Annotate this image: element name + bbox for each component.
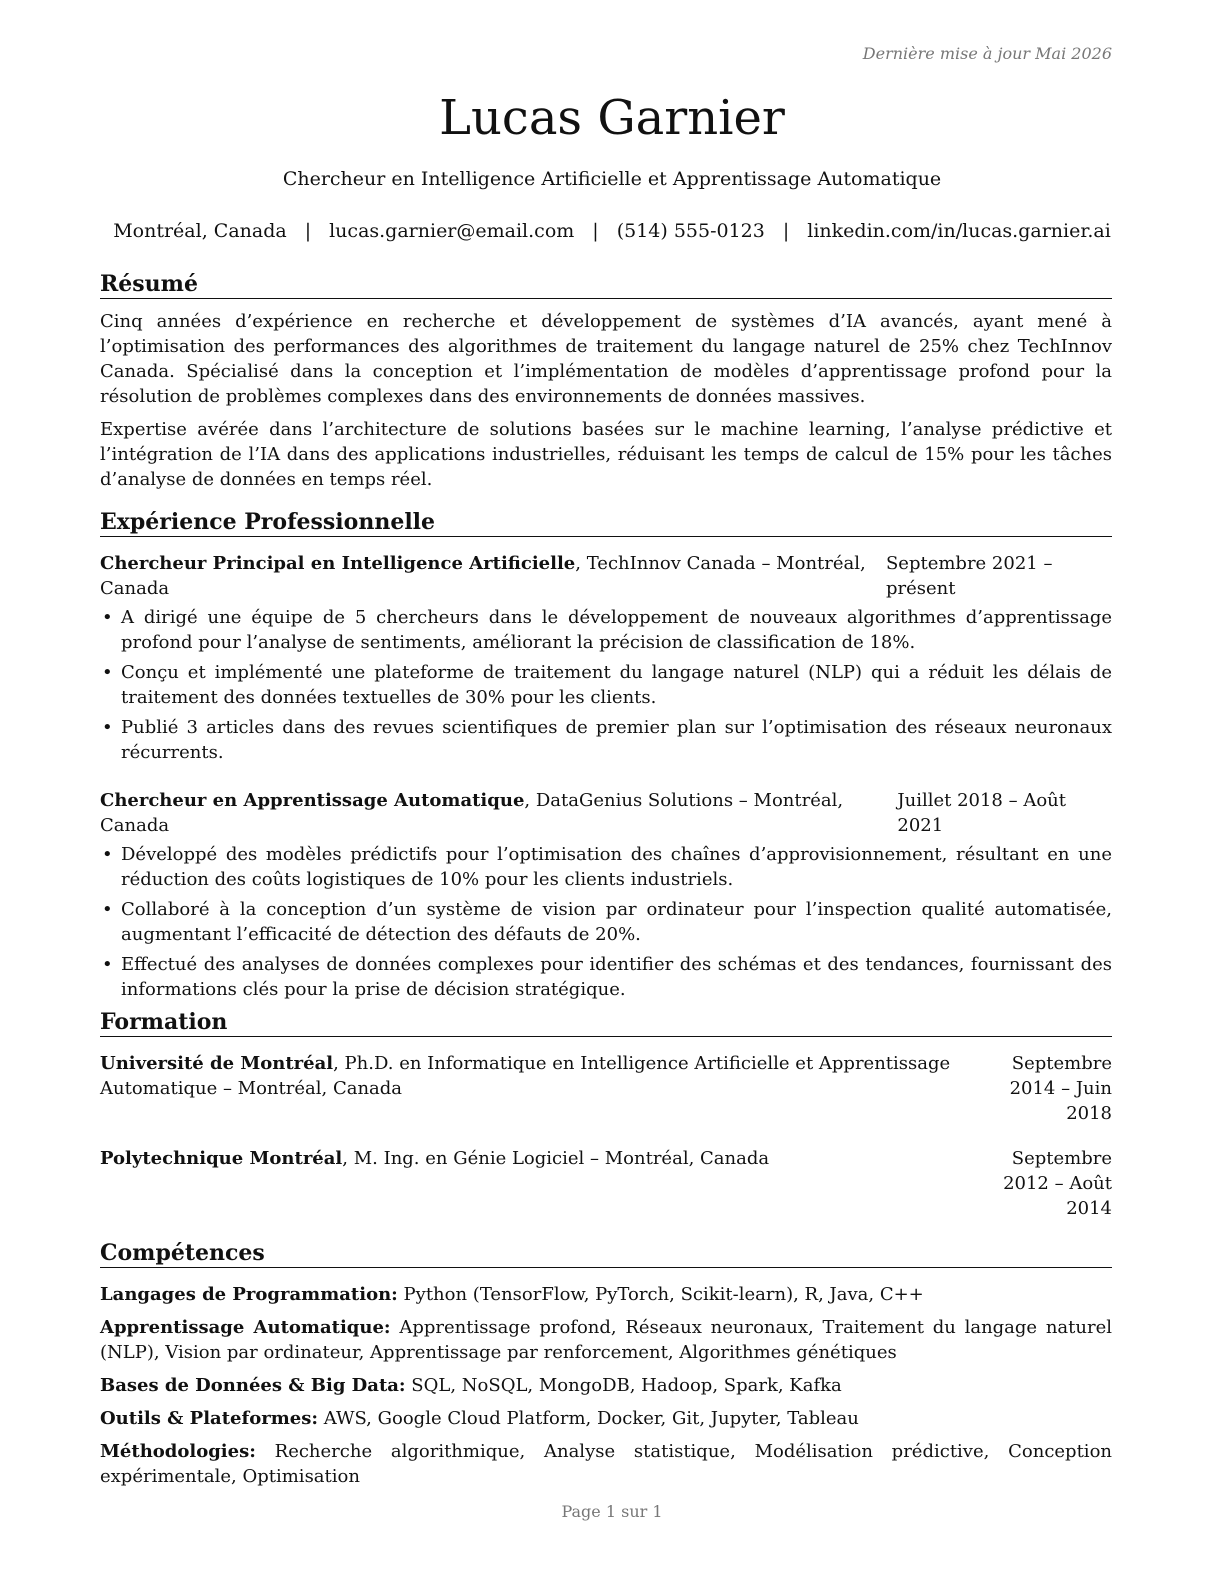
job-bullet: • Effectué des analyses de données complexes pour identifier des schémas et des tendances, fournissant des informations clés pour la prise de décision stratégique. — [100, 952, 1112, 1002]
job-bullets — [100, 842, 1112, 1002]
education-degree: , M. Ing. en Génie Logiciel – Montréal, Canada — [342, 1148, 770, 1169]
skill-line — [100, 1373, 1112, 1398]
job-bullet: • A dirigé une équipe de 5 chercheurs dans le développement de nouveaux algorithmes d’apprentissage profond pour l’analyse de sentiments, améliorant la précision de classification de 18%. — [100, 605, 1112, 655]
job-role: Chercheur Principal en Intelligence Artificielle — [100, 553, 576, 574]
last-updated: Dernière mise à jour Mai 2026 — [862, 44, 1112, 63]
skill-value: Apprentissage profond, Réseaux neuronaux, Traitement du langage naturel (NLP), Vision par ordinateur, Apprentissage par renforcement, Algorithmes génétiques — [100, 1317, 1112, 1363]
education-school-degree — [100, 1146, 970, 1221]
job-entry — [100, 551, 1112, 765]
job-bullet: • Conçu et implémenté une plateforme de traitement du langage naturel (NLP) qui a réduit les délais de traitement des données textuelles de 30% pour les clients. — [100, 660, 1112, 710]
job-bullet: • Collaboré à la conception d’un système de vision par ordinateur pour l’inspection qualité automatisée, augmentant l’efficacité de détection des défauts de 20%. — [100, 897, 1112, 947]
education-entry — [100, 1051, 1112, 1126]
education-entry — [100, 1146, 1112, 1221]
skill-line — [100, 1282, 1112, 1307]
skill-value: Recherche algorithmique, Analyse statistique, Modélisation prédictive, Conception expérimentale, Optimisation — [100, 1441, 1112, 1487]
page-number: Page 1 sur 1 — [561, 1502, 663, 1521]
resume-content — [100, 270, 1112, 1497]
skill-line — [100, 1315, 1112, 1365]
skill-value: AWS, Google Cloud Platform, Docker, Git, Jupyter, Tableau — [318, 1408, 859, 1429]
summary-paragraph: Cinq années d’expérience en recherche et développement de systèmes d’IA avancés, ayant mené à l’optimisation des performances des algorithmes de traitement du langage naturel de 25% chez TechInnov Canada. Spécialisé dans la conception et l’implémentation de modèles d’apprentissage profond pour la résolution de problèmes complexes dans des environnements de données massives. — [100, 311, 1112, 407]
contact-separator: | — [304, 220, 312, 242]
education-degree: , Ph.D. en Informatique en Intelligence Artificielle et Apprentissage Automatique – Montréal, Canada — [100, 1053, 951, 1099]
candidate-title: Chercheur en Intelligence Artificielle et Apprentissage Automatique — [282, 168, 942, 190]
job-header — [100, 551, 1112, 601]
contact-phone: (514) 555-0123 — [616, 220, 765, 242]
job-dates: Septembre 2021 – présent — [885, 553, 1053, 599]
job-company: , TechInnov Canada – Montréal, Canada — [100, 553, 866, 599]
skill-label: Langages de Programmation: — [100, 1284, 398, 1305]
section-title-skills: Compétences — [100, 1239, 1112, 1268]
contact-line — [0, 220, 1224, 242]
contact-location: Montréal, Canada — [113, 220, 287, 242]
skill-label: Méthodologies: — [100, 1441, 256, 1462]
education-dates: Septembre 2014 – Juin 2018 — [1009, 1053, 1112, 1124]
contact-separator: | — [592, 220, 599, 242]
education-school-degree — [100, 1051, 970, 1126]
job-bullet: • Développé des modèles prédictifs pour l’optimisation des chaînes d’approvisionnement, résultant en une réduction des coûts logistiques de 10% pour les clients industriels. — [100, 842, 1112, 892]
job-bullet: • Publié 3 articles dans des revues scientifiques de premier plan sur l’optimisation des réseaux neuronaux récurrents. — [100, 715, 1112, 765]
skill-value: SQL, NoSQL, MongoDB, Hadoop, Spark, Kafka — [405, 1375, 842, 1396]
education-school: Polytechnique Montréal — [100, 1148, 343, 1169]
job-role-company — [100, 551, 886, 601]
contact-email[interactable]: lucas.garnier@email.com — [329, 220, 575, 242]
job-dates: Juillet 2018 – Août 2021 — [897, 790, 1066, 836]
section-title-summary: Résumé — [100, 270, 1112, 299]
job-role: Chercheur en Apprentissage Automatique — [100, 790, 525, 811]
section-title-experience: Expérience Professionnelle — [100, 508, 1112, 537]
contact-linkedin[interactable]: linkedin.com/in/lucas.garnier.ai — [807, 220, 1111, 242]
skill-value: Python (TensorFlow, PyTorch, Scikit-learn), R, Java, C++ — [397, 1284, 924, 1305]
skill-line — [100, 1406, 1112, 1431]
job-header — [100, 788, 1112, 838]
skill-label: Apprentissage Automatique: — [100, 1317, 391, 1338]
summary-paragraph: Expertise avérée dans l’architecture de solutions basées sur le machine learning, l’analyse prédictive et l’intégration de l’IA dans des applications industrielles, réduisant les temps de calcul de 15% pour les tâches d’analyse de données en temps réel. — [100, 419, 1112, 490]
job-role-company — [100, 788, 897, 838]
section-title-education: Formation — [100, 1008, 1112, 1037]
skill-line — [100, 1439, 1112, 1489]
contact-separator: | — [782, 220, 790, 242]
education-dates: Septembre 2012 – Août 2014 — [1003, 1148, 1112, 1219]
candidate-name: Lucas Garnier — [439, 90, 785, 146]
education-school: Université de Montréal — [100, 1053, 334, 1074]
skill-label: Outils & Plateformes: — [100, 1408, 318, 1429]
skill-label: Bases de Données & Big Data: — [100, 1375, 406, 1396]
job-entry — [100, 788, 1112, 1002]
job-company: , DataGenius Solutions – Montréal, Canada — [100, 790, 844, 836]
job-bullets — [100, 605, 1112, 765]
